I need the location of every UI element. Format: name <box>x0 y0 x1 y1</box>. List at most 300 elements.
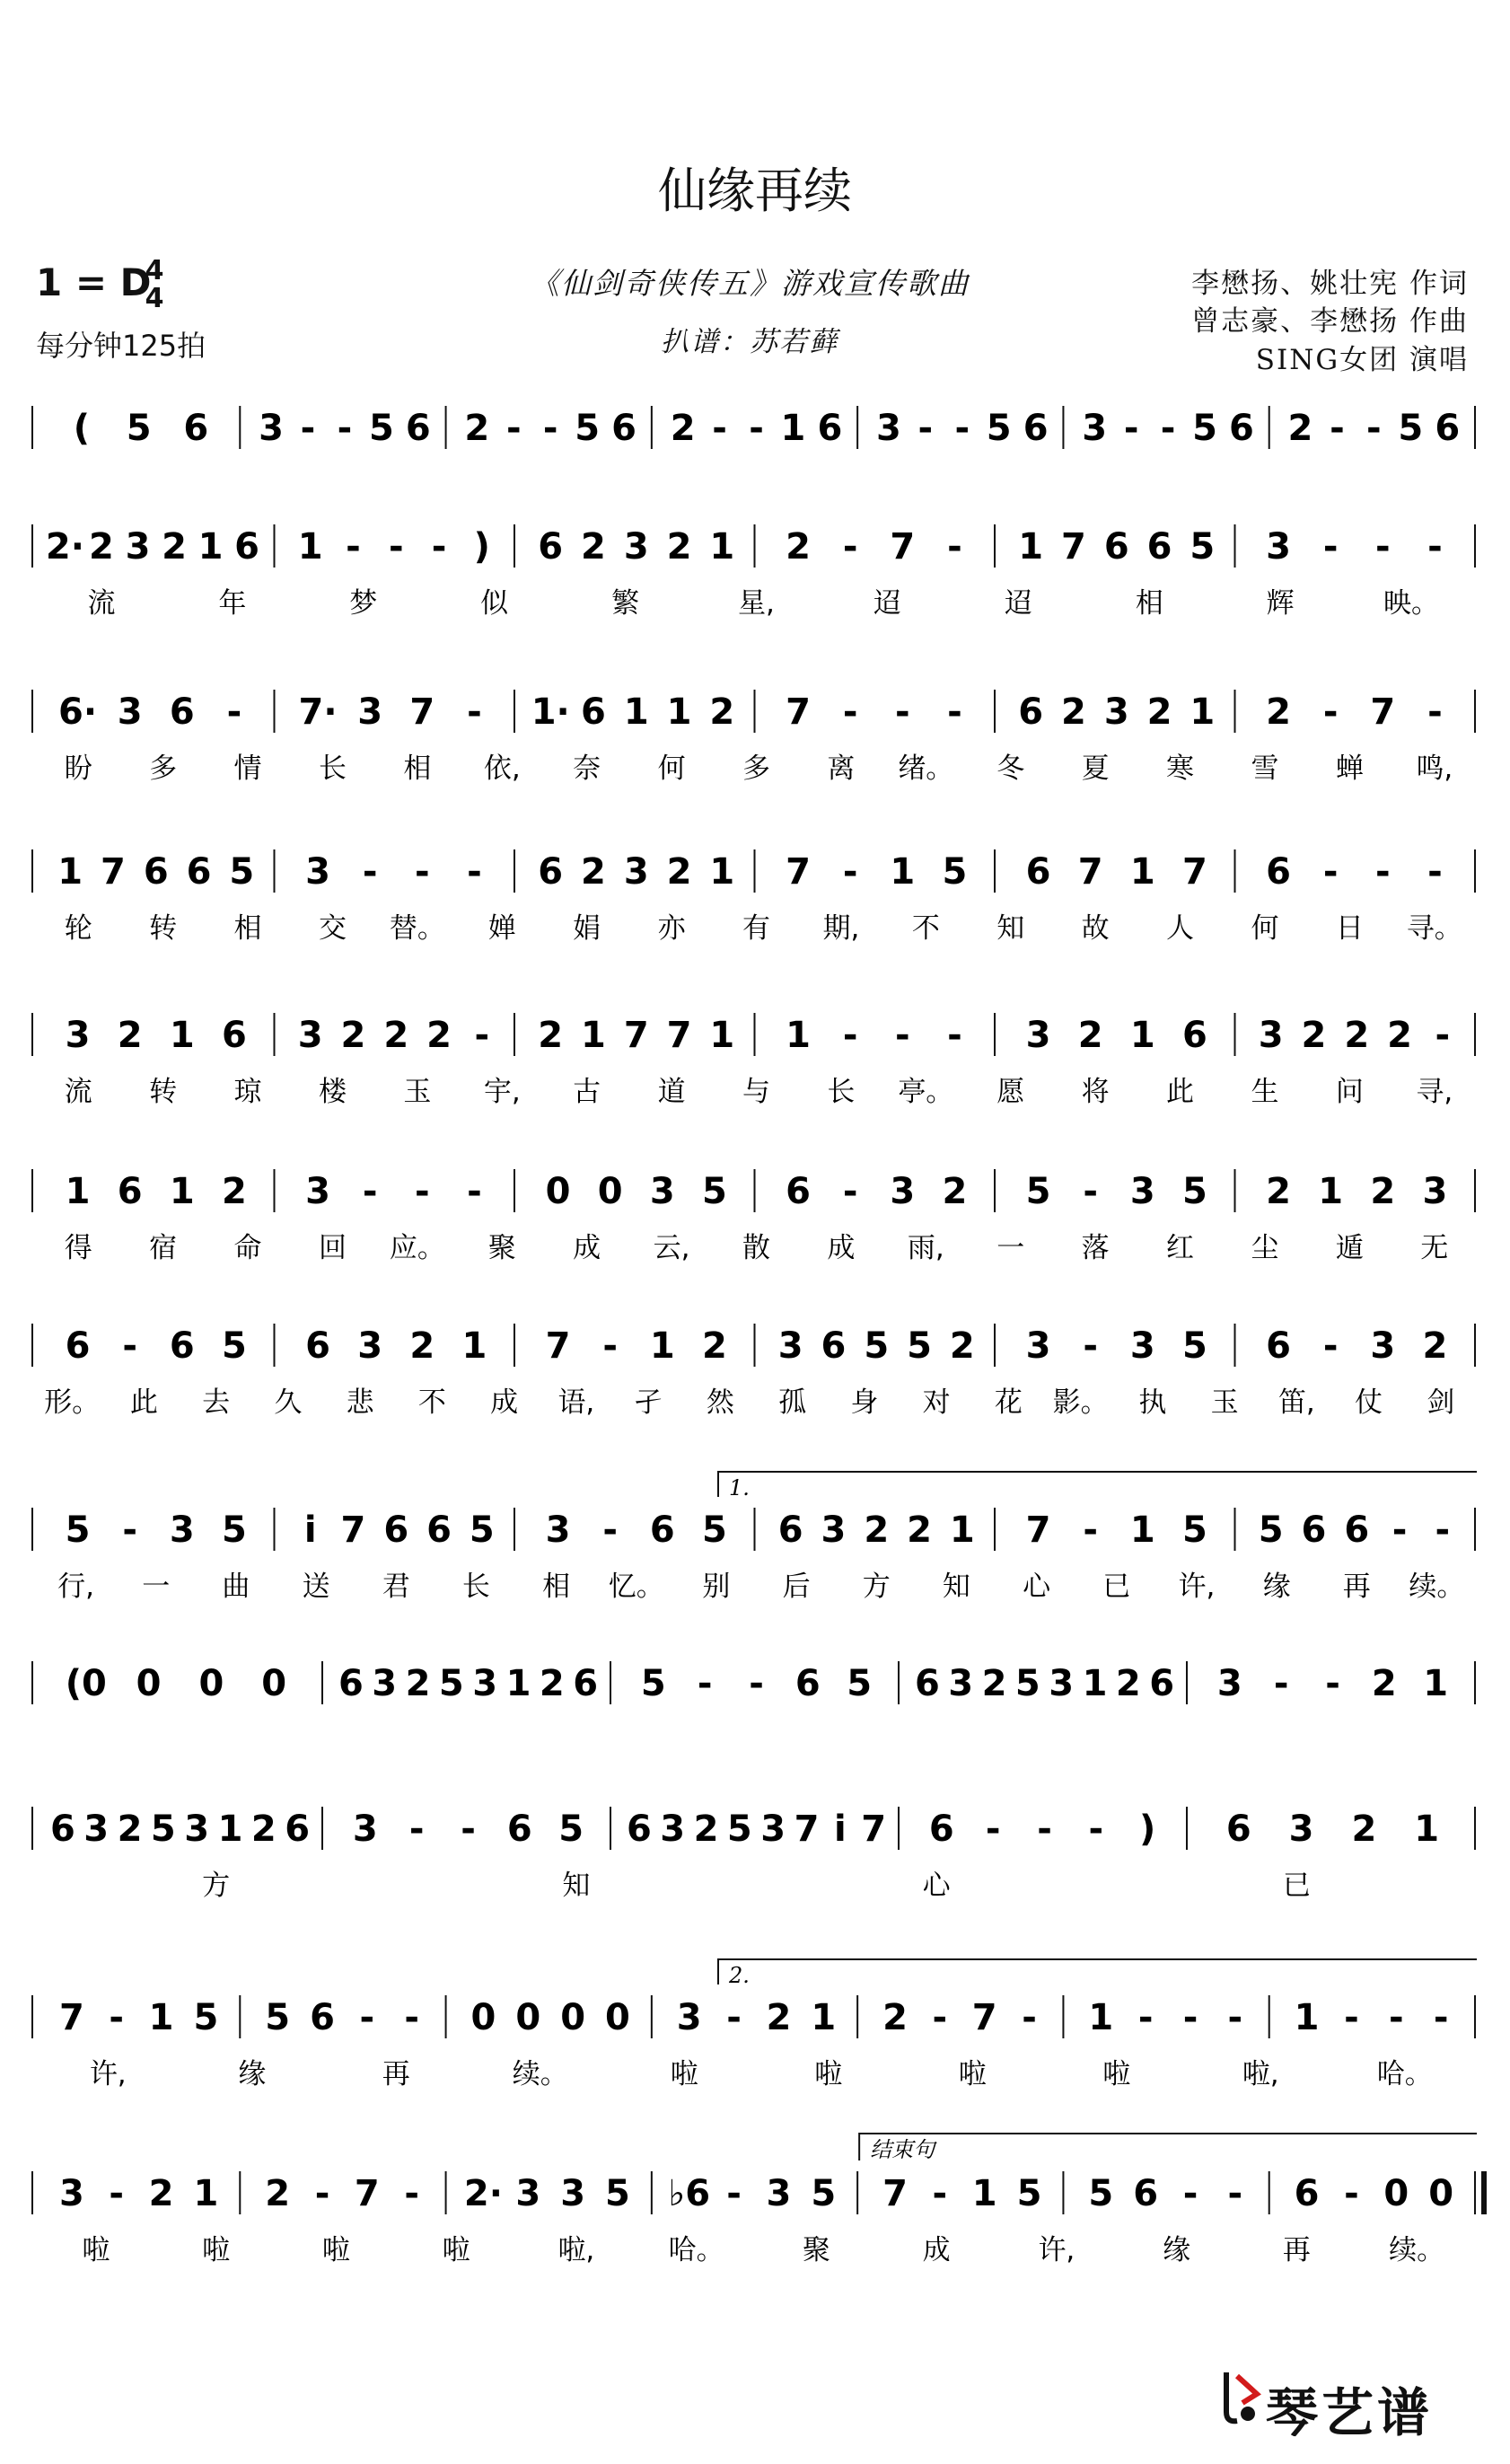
lyric-syllable: 缘 <box>1163 2234 1191 2266</box>
note: - <box>109 1997 125 2038</box>
lyric-syllable: 哈。 <box>668 2234 724 2266</box>
lyric-syllable: 影。 <box>1052 1386 1109 1419</box>
note: - <box>474 1015 490 1056</box>
note: 6 <box>1344 1509 1370 1551</box>
lyric-syllable: 执 <box>1138 1386 1167 1419</box>
lyric-syllable: 忆。 <box>608 1571 664 1603</box>
lyric-syllable: 缘 <box>1262 1571 1291 1603</box>
note: - <box>1227 2173 1243 2214</box>
volta-bracket <box>718 1959 1477 1984</box>
lyric-syllable: 然 <box>706 1386 734 1419</box>
key-signature: 1 = D <box>36 260 152 304</box>
lyric-syllable: 已 <box>1282 1870 1311 1902</box>
lyric-syllable: 送 <box>302 1571 330 1603</box>
lyric-syllable: 哈。 <box>1376 2058 1433 2090</box>
note: 2 <box>666 851 692 893</box>
note: 1 <box>581 1015 606 1056</box>
lyric-syllable: 交 <box>318 912 347 945</box>
note: 3 <box>1025 1325 1051 1367</box>
note: - <box>1375 526 1391 568</box>
note: 6 <box>786 1171 811 1212</box>
lyric-syllable: 奈 <box>573 752 601 785</box>
note: 5 <box>1398 408 1424 449</box>
note: 2 <box>693 1808 719 1850</box>
note: 5 <box>702 1171 727 1212</box>
note: 1 <box>1129 1509 1155 1551</box>
note: 2 <box>670 408 696 449</box>
time-numerator: 4 <box>145 255 164 286</box>
lyric-syllable: 辉 <box>1266 587 1295 620</box>
note: 1 <box>1294 1997 1320 2038</box>
lyric-syllable: 得 <box>64 1232 92 1264</box>
note: 0 <box>515 1997 541 2038</box>
note: 1 <box>148 1997 174 2038</box>
note: 3 <box>184 1808 210 1850</box>
note: i <box>303 1509 317 1551</box>
note: 6 <box>1266 851 1291 893</box>
note: 3 <box>676 1997 702 2038</box>
note: 1 <box>890 851 916 893</box>
lyric-syllable: 迢 <box>1004 587 1032 620</box>
note: 2 <box>250 1808 277 1850</box>
lyric-syllable: 啦 <box>82 2234 110 2266</box>
coda-label: 结束句 <box>870 2137 935 2162</box>
note: - <box>842 526 858 568</box>
note: 6 <box>405 408 431 449</box>
note: - <box>1160 408 1176 449</box>
lyric-syllable: 婵 <box>487 912 516 945</box>
note: 3 <box>760 1808 786 1850</box>
note: 3 <box>83 1808 110 1850</box>
note: 6 <box>1146 526 1172 568</box>
note: 6 <box>817 408 843 449</box>
note: ♭6 <box>668 2173 711 2214</box>
lyric-syllable: 仗 <box>1355 1386 1383 1419</box>
lyric-syllable: 已 <box>1102 1571 1131 1603</box>
lyric-syllable: 相 <box>403 752 432 785</box>
note: - <box>749 1663 764 1704</box>
note: 6 <box>1225 1808 1251 1850</box>
note: - <box>1388 1997 1404 2038</box>
note: 6 <box>506 1808 532 1850</box>
note: 5 <box>65 1509 91 1551</box>
note: 3 <box>472 1663 498 1704</box>
lyric-syllable: 绪。 <box>898 752 954 785</box>
lyric-syllable: 啦 <box>958 2058 987 2090</box>
note: - <box>542 408 558 449</box>
lyric-syllable: 心 <box>1023 1571 1051 1603</box>
note: 7 <box>1370 691 1396 733</box>
note: - <box>226 691 242 733</box>
note: 3 <box>821 1509 847 1551</box>
note: 6 <box>795 1663 821 1704</box>
note: - <box>388 526 404 568</box>
lyric-syllable: 轮 <box>64 912 92 945</box>
lyric-syllable: 与 <box>742 1076 770 1108</box>
note: 6 <box>611 408 637 449</box>
note: 5 <box>368 408 394 449</box>
note: - <box>1322 691 1339 733</box>
note: 1 <box>709 851 735 893</box>
song-subtitle: 《仙剑奇侠传五》游戏宣传歌曲 <box>530 266 970 301</box>
lyric-syllable: 鸣, <box>1416 752 1453 785</box>
note: 2 <box>949 1325 975 1367</box>
lyric-syllable: 相 <box>233 912 262 945</box>
note: 3 <box>65 1015 91 1056</box>
tempo-marking: 每分钟125拍 <box>36 329 206 363</box>
note: 3 <box>297 1015 323 1056</box>
note: - <box>1325 1663 1340 1704</box>
lyric-syllable: 冬 <box>996 752 1025 785</box>
lyric-syllable: 孑 <box>634 1386 663 1419</box>
note: 2 <box>539 1663 565 1704</box>
note: 3 <box>623 526 649 568</box>
lyric-syllable: 替。 <box>389 912 445 945</box>
note: 1 <box>297 526 323 568</box>
note: 7 <box>101 851 126 893</box>
note: - <box>1322 1325 1339 1367</box>
note: 6 <box>117 1171 143 1212</box>
lyric-syllable: 宇, <box>483 1076 521 1108</box>
lyric-syllable: 长 <box>461 1571 490 1603</box>
note: 3 <box>948 1663 974 1704</box>
note: 6 <box>305 1325 330 1367</box>
note: 6 <box>1229 408 1254 449</box>
note: 0 <box>605 1997 630 2038</box>
note: 3 <box>372 1663 398 1704</box>
note: 3 <box>169 1509 195 1551</box>
note: 2 <box>1422 1325 1448 1367</box>
note: 6 <box>169 691 195 733</box>
note: 3 <box>515 2173 541 2214</box>
note: - <box>1330 408 1345 449</box>
note: - <box>1273 1663 1289 1704</box>
note: 5 <box>575 408 601 449</box>
note: - <box>1427 851 1443 893</box>
lyric-syllable: 啦 <box>814 2058 843 2090</box>
note: - <box>726 2173 742 2214</box>
lyric-syllable: 人 <box>1166 912 1195 945</box>
lyric-syllable: 语, <box>557 1386 595 1419</box>
note: - <box>895 1015 910 1056</box>
lyric-syllable: 迢 <box>873 587 901 620</box>
lyric-syllable: 转 <box>149 1076 178 1108</box>
note: 1 <box>709 1015 735 1056</box>
note: - <box>362 851 378 893</box>
note: 6 <box>143 851 169 893</box>
note: - <box>1391 1509 1408 1551</box>
lyric-syllable: 离 <box>827 752 856 785</box>
lyric-syllable: 盼 <box>64 752 92 785</box>
note: 5 <box>222 1325 247 1367</box>
lyric-syllable: 聚 <box>487 1232 516 1264</box>
lyric-syllable: 笛, <box>1277 1386 1315 1419</box>
lyric-syllable: 将 <box>1081 1076 1110 1108</box>
lyric-syllable: 再 <box>1342 1571 1371 1603</box>
note: - <box>842 851 858 893</box>
note: - <box>602 1509 618 1551</box>
note: 6 <box>222 1015 247 1056</box>
note: 2 <box>1061 691 1086 733</box>
lyric-syllable: 君 <box>382 1571 410 1603</box>
note: 1 <box>949 1509 975 1551</box>
lyric-syllable: 相 <box>542 1571 571 1603</box>
lyric-syllable: 续。 <box>1389 2234 1445 2266</box>
note: 3 <box>305 851 330 893</box>
note: 2 <box>1301 1015 1327 1056</box>
note: 2 <box>1077 1015 1103 1056</box>
note: - <box>1322 851 1339 893</box>
note: - <box>842 1015 858 1056</box>
lyric-syllable: 身 <box>850 1386 879 1419</box>
note: - <box>1435 1509 1451 1551</box>
lyric-syllable: 夏 <box>1081 752 1110 785</box>
lyric-syllable: 尘 <box>1251 1232 1279 1264</box>
note: - <box>954 408 970 449</box>
note: - <box>300 408 316 449</box>
note: 1 <box>1318 1171 1344 1212</box>
note: - <box>1427 691 1443 733</box>
lyric-syllable: 成 <box>827 1232 856 1264</box>
note: 3 <box>560 2173 586 2214</box>
note: 6 <box>65 1325 91 1367</box>
note: 2 <box>1371 1663 1397 1704</box>
note: 6 <box>538 526 564 568</box>
note: 7 <box>666 1015 692 1056</box>
note: 3 <box>1288 1808 1314 1850</box>
note: 7 <box>890 526 916 568</box>
note: 0 <box>545 1171 571 1212</box>
lyric-syllable: 方 <box>862 1571 891 1603</box>
note: 0 <box>560 1997 586 2038</box>
note: 2 <box>1287 408 1313 449</box>
note: 5 <box>558 1808 584 1850</box>
note: - <box>1433 1997 1449 2038</box>
lyric-syllable: 行, <box>57 1571 95 1603</box>
lyric-syllable: 此 <box>129 1386 158 1419</box>
note: 1 <box>649 1325 675 1367</box>
note: 6 <box>234 526 259 568</box>
note: 6 <box>928 1808 954 1850</box>
lyric-syllable: 雨, <box>907 1232 944 1264</box>
note: 1 <box>1129 1015 1155 1056</box>
lyric-syllable: 曲 <box>222 1571 250 1603</box>
note: 1 <box>1190 691 1216 733</box>
note: 2 <box>766 1997 792 2038</box>
lyric-syllable: 寻, <box>1416 1076 1453 1108</box>
lyric-syllable: 知 <box>942 1571 970 1603</box>
note: 1 <box>971 2173 997 2214</box>
transcriber-credit: 扒谱：苏若藓 <box>661 326 838 358</box>
lyric-syllable: 啦 <box>202 2234 231 2266</box>
lyric-syllable: 娟 <box>573 912 601 945</box>
note: - <box>1227 1997 1243 2038</box>
note: 5 <box>1182 1509 1207 1551</box>
note: 5 <box>229 851 255 893</box>
lyric-syllable: 应。 <box>389 1232 445 1264</box>
note: 5 <box>265 1997 291 2038</box>
note: 6 <box>49 1808 75 1850</box>
lyric-syllable: 琼 <box>233 1076 262 1108</box>
note: 2 <box>162 526 187 568</box>
lyric-syllable: 成 <box>922 2234 951 2266</box>
lyric-syllable: 悲 <box>346 1386 374 1419</box>
note: 3 <box>890 1171 916 1212</box>
note: - <box>1182 2173 1198 2214</box>
note: - <box>1088 1808 1104 1850</box>
note: 2 <box>1266 691 1291 733</box>
note: 6 <box>169 1325 195 1367</box>
lyric-syllable: 何 <box>657 752 686 785</box>
note: - <box>467 691 482 733</box>
lyric-syllable: 许, <box>1178 1571 1216 1603</box>
note: 5 <box>640 1663 666 1704</box>
note: 5 <box>1182 1325 1207 1367</box>
note: 2 <box>405 1663 431 1704</box>
lyric-syllable: 剑 <box>1427 1386 1455 1419</box>
note: 5 <box>726 1808 752 1850</box>
note: 6 <box>1266 1325 1291 1367</box>
note: 2 <box>464 408 490 449</box>
lyric-syllable: 成 <box>573 1232 601 1264</box>
note: 3 <box>1049 1663 1075 1704</box>
note: 6· <box>58 691 98 733</box>
lyric-syllable: 生 <box>1251 1076 1279 1108</box>
note: - <box>932 1997 948 2038</box>
note: 6 <box>1149 1663 1175 1704</box>
note: 0 <box>198 1663 224 1704</box>
note: - <box>1083 1509 1098 1551</box>
note: - <box>1022 1997 1037 2038</box>
note: 6 <box>186 851 212 893</box>
note: - <box>1123 408 1139 449</box>
note: 2 <box>222 1171 247 1212</box>
note: 2 <box>666 526 692 568</box>
lyric-syllable: 落 <box>1081 1232 1110 1264</box>
note: 3 <box>58 2173 84 2214</box>
note: 7 <box>340 1509 366 1551</box>
note: 2 <box>117 1015 143 1056</box>
note: 5 <box>1088 2173 1114 2214</box>
note: 7 <box>786 851 811 893</box>
note: 3 <box>777 1325 803 1367</box>
note: 1 <box>169 1171 195 1212</box>
note: 6 <box>1018 691 1044 733</box>
lyric-syllable: 繁 <box>611 587 640 620</box>
lyric-syllable: 多 <box>742 752 770 785</box>
note: - <box>122 1509 137 1551</box>
note: - <box>415 851 430 893</box>
note: 3 <box>352 1808 378 1850</box>
lyric-syllable: 何 <box>1251 912 1279 945</box>
note: 1 <box>193 2173 219 2214</box>
note: - <box>1083 1171 1098 1212</box>
lyric-syllable: 别 <box>702 1571 731 1603</box>
note: 6 <box>1133 2173 1159 2214</box>
lyric-syllable: 啦 <box>442 2234 470 2266</box>
note: 3 <box>1216 1663 1242 1704</box>
note: 3 <box>1370 1325 1396 1367</box>
note: - <box>359 1997 375 2038</box>
note: 2 <box>340 1015 366 1056</box>
note: 0 <box>597 1171 623 1212</box>
note: 3 <box>623 851 649 893</box>
note: 2· <box>45 526 84 568</box>
note: 6 <box>383 1509 409 1551</box>
note: 2 <box>981 1663 1007 1704</box>
note: 5 <box>1016 2173 1042 2214</box>
lyric-syllable: 道 <box>657 1076 686 1108</box>
lyric-syllable: 情 <box>233 752 262 785</box>
note: 7 <box>971 1997 997 2038</box>
lyric-syllable: 对 <box>922 1386 951 1419</box>
note: 6 <box>1182 1015 1207 1056</box>
note: - <box>431 526 447 568</box>
lyric-syllable: 无 <box>1420 1232 1449 1264</box>
note: 5 <box>942 851 968 893</box>
note: 5 <box>847 1663 873 1704</box>
lyric-syllable: 去 <box>202 1386 231 1419</box>
note: 3 <box>1103 691 1129 733</box>
lyric-syllable: 花 <box>994 1386 1023 1419</box>
note: - <box>697 1663 713 1704</box>
note: 1 <box>1423 1663 1449 1704</box>
note: 5 <box>1182 1171 1207 1212</box>
note: i <box>833 1808 847 1850</box>
note: - <box>337 408 353 449</box>
volta-label: 2. <box>729 1963 750 1988</box>
note: - <box>985 1808 1001 1850</box>
note: 2 <box>702 1325 727 1367</box>
volta-bracket <box>718 1472 1477 1497</box>
lyric-syllable: 愿 <box>996 1076 1025 1108</box>
note: 3 <box>1422 1171 1448 1212</box>
lyric-syllable: 故 <box>1081 912 1110 945</box>
note: - <box>1137 1997 1154 2038</box>
lyric-syllable: 许, <box>1038 2234 1075 2266</box>
note: - <box>842 1171 858 1212</box>
note: 2 <box>907 1509 932 1551</box>
note: 7 <box>354 2173 380 2214</box>
note: 2 <box>709 691 735 733</box>
note: 5 <box>864 1325 890 1367</box>
note: 3 <box>545 1509 571 1551</box>
lyric-syllable: 啦 <box>670 2058 698 2090</box>
note: 2 <box>1266 1171 1291 1212</box>
note: 3 <box>1129 1171 1155 1212</box>
note: 0 <box>261 1663 287 1704</box>
lyric-syllable: 命 <box>233 1232 262 1264</box>
lyric-syllable: 星, <box>738 587 775 620</box>
note: 5 <box>1025 1171 1051 1212</box>
note: 6 <box>573 1663 599 1704</box>
note: 1 <box>198 526 224 568</box>
note: - <box>1182 1997 1198 2038</box>
note: ) <box>473 526 490 568</box>
note: - <box>1427 526 1443 568</box>
note: 6 <box>821 1325 847 1367</box>
note: 3 <box>649 1171 675 1212</box>
lyric-syllable: 寒 <box>1166 752 1195 785</box>
note: 1 <box>1088 1997 1114 2038</box>
note: 7 <box>623 1015 649 1056</box>
note: - <box>461 1808 476 1850</box>
lyric-syllable: 久 <box>274 1386 303 1419</box>
note: - <box>314 2173 330 2214</box>
note: 7 <box>1025 1509 1051 1551</box>
note: - <box>1435 1015 1451 1056</box>
lyric-syllable: 相 <box>1135 587 1163 620</box>
